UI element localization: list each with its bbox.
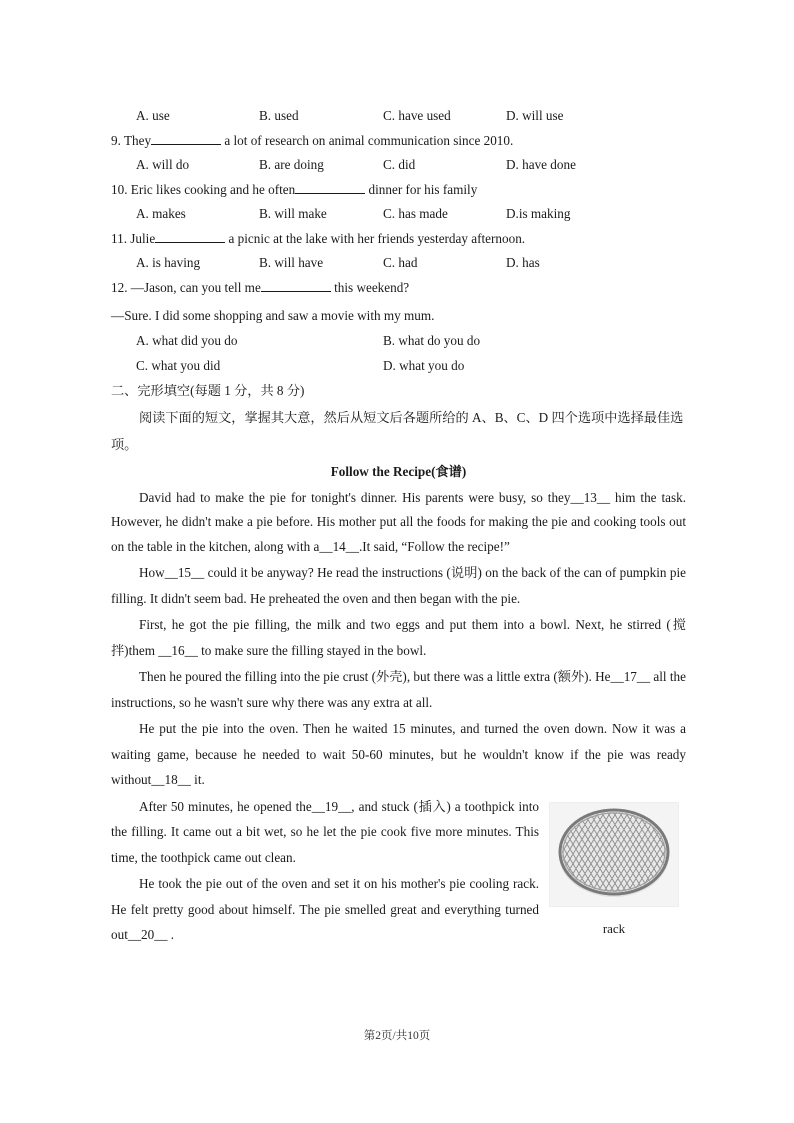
option-d[interactable]: D. has [506,255,540,270]
exam-page [111,104,686,949]
passage-paragraph: After 50 minutes, he opened the__19__, and stuck (插入) a toothpick into the filling. It came out a bit wet, so he let the pie cook five more minutes. This time, the toothpick came out clean. [111,798,539,865]
passage-with-image [111,794,686,948]
q12-options-row1 [111,327,686,353]
passage-paragraph: David had to make the pie for tonight's dinner. His parents were busy, so they__13__ him the task. However, he didn't make a pie before. His mother put all the foods for making the pie and cooking tools out on the table in the kitchen, along with a__14__.It said, “Follow the recipe!” [111,489,686,554]
option-c[interactable]: C. has made [383,206,448,221]
question-10: 10. Eric likes cooking and he often dinner for his family [111,178,686,203]
option-d[interactable]: D. will use [506,108,564,123]
passage-paragraph: First, he got the pie filling, the milk and two eggs and put them into a bowl. Next, he stirred (搅拌)them __16__ to make sure the filling stayed in the bowl. [111,617,686,658]
passage-paragraph: How__15__ could it be anyway? He read the instructions (说明) on the back of the can of pumpkin pie filling. It didn't seem bad. He preheated the oven and then began with the pie. [111,565,686,606]
image-caption: rack [602,920,626,936]
answer-blank[interactable] [151,130,221,145]
q12-options-row2 [111,353,686,378]
answer-blank[interactable] [155,228,225,243]
q9-options [111,153,686,178]
option-a[interactable]: A. is having [136,255,201,270]
answer-blank[interactable] [261,277,331,292]
passage-title: Follow the Recipe(食谱) [330,463,467,479]
passage-paragraph: He put the pie into the oven. Then he waited 15 minutes, and turned the oven down. Now it was a waiting game, because he needed to wait 50-60 minutes, but he wouldn't know if the pie was ready without__18__ it. [111,721,686,787]
q11-options [111,251,686,276]
rack-figure [549,802,679,937]
option-a[interactable]: A. makes [136,206,186,221]
option-b[interactable]: B. will make [259,206,327,221]
option-b[interactable]: B. used [259,108,299,123]
option-a[interactable]: A. use [136,108,170,123]
option-d[interactable]: D. what you do [383,358,465,373]
passage-paragraph: He took the pie out of the oven and set it on his mother's pie cooling rack. He felt pretty good about himself. The pie smelled great and everything turned out__20__ . [111,876,539,942]
q12-reply: —Sure. I did some shopping and saw a movie with my mum. [111,308,435,323]
section-heading: 二、完形填空(每题 1 分，共 8 分) [111,383,305,398]
cooling-rack-image [549,802,679,907]
option-a[interactable]: A. what did you do [136,333,238,348]
option-c[interactable]: C. have used [383,108,451,123]
answer-blank[interactable] [295,179,365,194]
question-9: 9. They a lot of research on animal communication since 2010. [111,129,686,154]
option-b[interactable]: B. are doing [259,157,324,172]
question-12: 12. —Jason, can you tell me this weekend? [111,276,686,301]
question-11: 11. Julie a picnic at the lake with her friends yesterday afternoon. [111,227,686,252]
option-b[interactable]: B. will have [259,255,324,270]
option-c[interactable]: C. did [383,157,416,172]
page-number: 第2页/共10页 [363,1030,431,1042]
passage-paragraph: Then he poured the filling into the pie crust (外壳), but there was a little extra (额外). He__17__ all the instructions, so he wasn't sure why there was any extra at all. [111,669,686,710]
option-c[interactable]: C. what you did [136,358,221,373]
q8-options [111,104,686,129]
q10-options [111,202,686,227]
option-c[interactable]: C. had [383,255,418,270]
option-d[interactable]: D. have done [506,157,576,172]
section-instruction: 阅读下面的短文，掌握其大意，然后从短文后各题所给的 A、B、C、D 四个选项中选择最佳选项。 [111,409,684,452]
option-d[interactable]: D.is making [506,206,571,221]
option-b[interactable]: B. what do you do [383,333,481,348]
option-a[interactable]: A. will do [136,157,190,172]
cooling-rack-icon [555,805,673,903]
